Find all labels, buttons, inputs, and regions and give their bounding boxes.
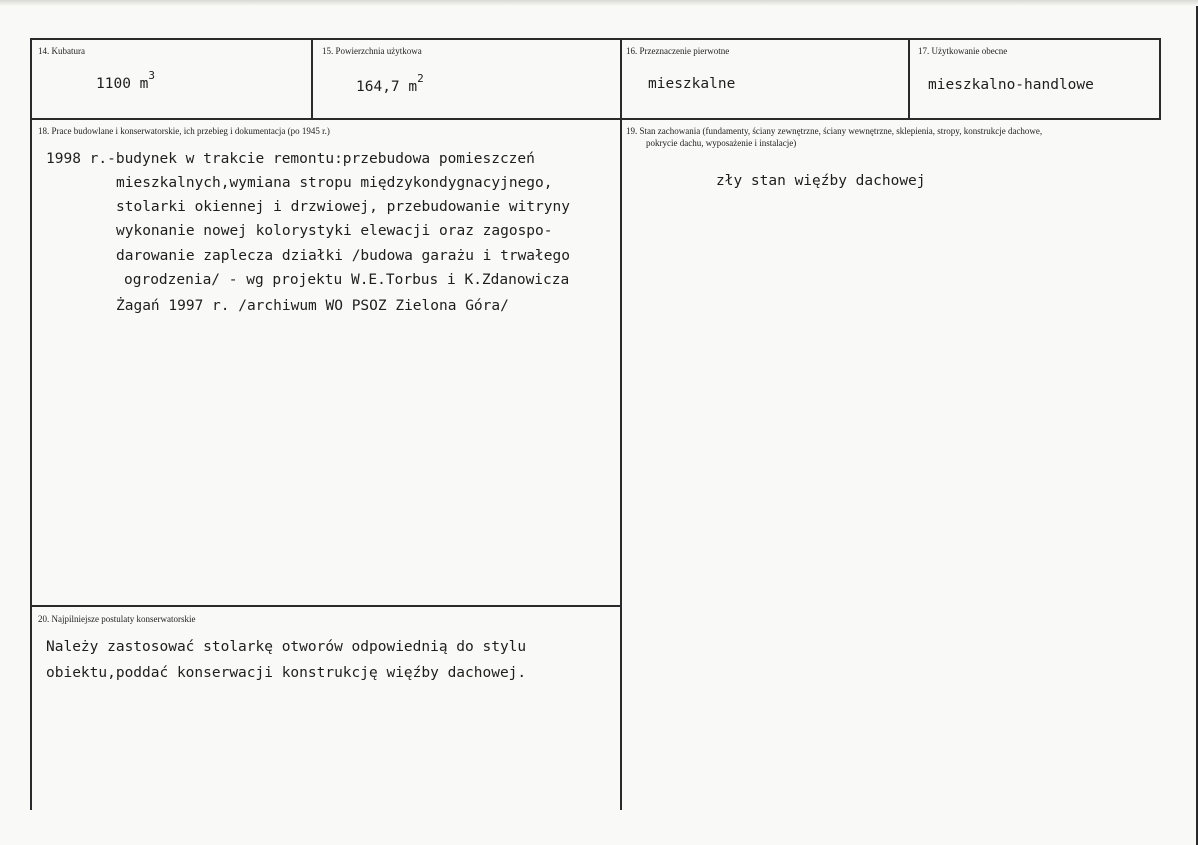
field-20-label: 20. Najpilniejsze postulaty konserwatorskie (38, 614, 196, 624)
field-16-value: mieszkalne (648, 76, 736, 92)
divider-14-15 (311, 38, 313, 120)
top-rule (30, 38, 1161, 40)
field-15-label: 15. Powierzchnia użytkowa (322, 46, 422, 56)
field-18-line: mieszkalnych,wymiana stropu międzykondygnacyjnego, (116, 175, 553, 191)
divider-15-16 (620, 38, 622, 810)
right-border-row1 (1159, 38, 1161, 120)
field-19-label: 19. Stan zachowania (fundamenty, ściany zewnętrzne, ściany wewnętrzne, sklepienia, stropy, konstrukcje dachowe, (626, 126, 1043, 136)
field-18-label: 18. Prace budowlane i konserwatorskie, ich przebieg i dokumentacja (po 1945 r.) (38, 126, 330, 136)
left-border (30, 38, 32, 810)
field-19-value: zły stan więźby dachowej (716, 173, 926, 189)
field-16-label: 16. Przeznaczenie pierwotne (626, 46, 730, 56)
field-18-line: wykonanie nowej kolorystyki elewacji oraz zagospo- (116, 223, 553, 239)
row2-bottom-rule (30, 605, 622, 607)
field-20-line: Należy zastosować stolarkę otworów odpowiednią do stylu (46, 639, 527, 655)
page-top-edge (0, 0, 1198, 6)
row1-bottom-rule (30, 118, 1161, 120)
field-19-label-cont: pokrycie dachu, wyposażenie i instalacje) (646, 138, 797, 148)
field-18-line: stolarki okiennej i drzwiowej, przebudowanie witryny (116, 199, 570, 215)
field-14-value: 1100 $m^3$ (96, 69, 156, 92)
field-17-value: mieszkalno-handlowe (928, 77, 1094, 93)
field-20-line: obiektu,poddać konserwacji konstrukcję więźby dachowej. (46, 665, 527, 681)
field-18-line: ogrodzenia/ - wg projektu W.E.Torbus i K.Zdanowicza (124, 272, 570, 288)
field-18-line: 1998 r.-budynek w trakcie remontu:przebudowa pomieszczeń (46, 151, 535, 167)
field-15-value: 164,7 $m^2$ (356, 72, 424, 95)
field-18-line: Żagań 1997 r. /archiwum WO PSOZ Zielona Góra/ (116, 298, 509, 314)
divider-16-17 (908, 38, 910, 120)
field-14-label: 14. Kubatura (38, 46, 85, 56)
field-17-label: 17. Użytkowanie obecne (918, 46, 1008, 56)
field-18-line: darowanie zaplecza działki /budowa garażu i trwałego (116, 248, 570, 264)
